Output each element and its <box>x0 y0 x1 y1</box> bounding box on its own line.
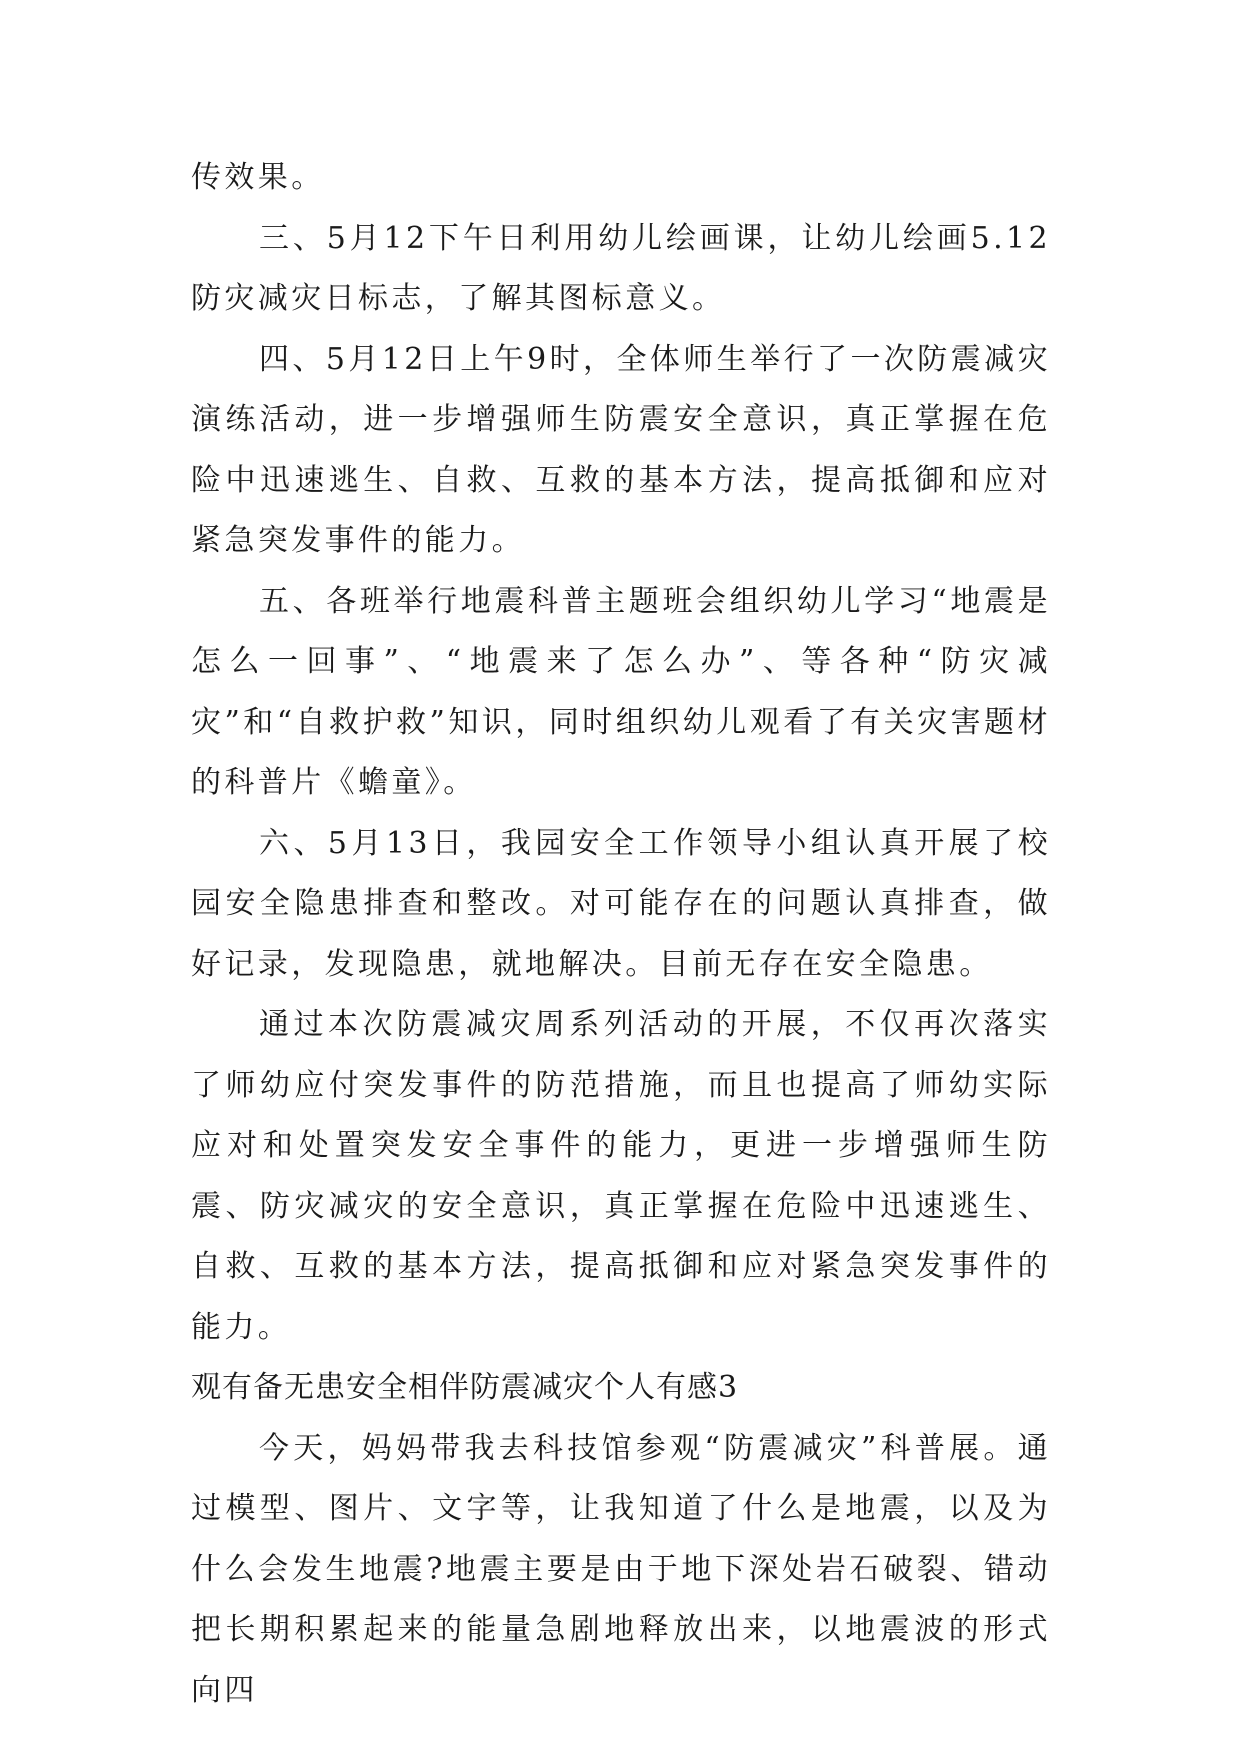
paragraph-item-four: 四、5月12日上午9时，全体师生举行了一次防震减灾演练活动，进一步增强师生防震安全意识，真正掌握在危险中迅速逃生、自救、互救的基本方法，提高抵御和应对紧急突发事件的能力。 <box>191 341 1051 558</box>
paragraph-item-five: 五、各班举行地震科普主题班会组织幼儿学习“地震是怎么一回事”、“地震来了怎么办”、等各种“防灾减灾”和“自救护救”知识，同时组织幼儿观看了有关灾害题材的科普片《蟾童》。 <box>191 583 1051 800</box>
section-heading: 观有备无患安全相伴防震减灾个人有感3 <box>191 1370 739 1405</box>
paragraph-summary: 通过本次防震减灾周系列活动的开展，不仅再次落实了师幼应付突发事件的防范措施，而且也提高了师幼实际应对和处置突发安全事件的能力，更进一步增强师生防震、防灾减灾的安全意识，真正掌握在危险中迅速逃生、自救、互救的基本方法，提高抵御和应对紧急突发事件的能力。 <box>191 1007 1051 1345</box>
paragraph-continuation: 传效果。 <box>191 160 325 195</box>
document-body <box>191 148 1051 1721</box>
paragraph-item-three: 三、5月12下午日利用幼儿绘画课，让幼儿绘画5.12防灾减灾日标志，了解其图标意义。 <box>191 220 1051 316</box>
paragraph-item-six: 六、5月13日，我园安全工作领导小组认真开展了校园安全隐患排查和整改。对可能存在的问题认真排查，做好记录，发现隐患，就地解决。目前无存在安全隐患。 <box>191 825 1051 982</box>
paragraph-essay-start: 今天，妈妈带我去科技馆参观“防震减灾”科普展。通过模型、图片、文字等，让我知道了什么是地震，以及为什么会发生地震?地震主要是由于地下深处岩石破裂、错动把长期积累起来的能量急剧地释放出来，以地震波的形式向四 <box>191 1430 1051 1708</box>
